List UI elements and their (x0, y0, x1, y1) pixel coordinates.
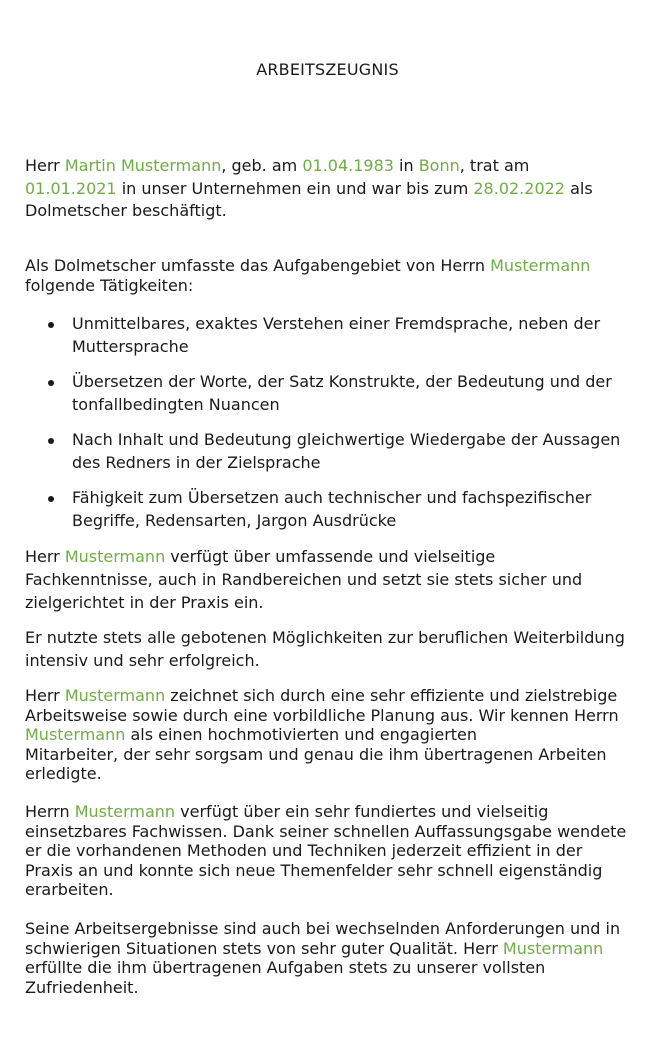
text: zeichnet sich durch eine sehr effiziente und zielstrebige (165, 686, 618, 705)
text: , geb. am (221, 156, 303, 175)
text: Seine Arbeitsergebnisse sind auch bei wechselnden Anforderungen und in (25, 919, 621, 938)
birth-date: 01.04.1983 (302, 156, 394, 175)
text: Praxis an und konnte sich neue Themenfelder sehr schnell eigenständig (25, 860, 603, 880)
text: Herrn (25, 802, 75, 821)
bullet-icon (48, 438, 54, 444)
text: Als Dolmetscher umfasste das Aufgabengebiet von Herrn (25, 256, 491, 275)
bullet-icon (48, 496, 54, 502)
list-item-line: Unmittelbares, exaktes Verstehen einer Fremdsprache, neben der (72, 314, 601, 333)
results-paragraph (25, 919, 631, 997)
list-item-line: Nach Inhalt und Bedeutung gleichwertige Wiedergabe der Aussagen (72, 430, 621, 449)
text: verfügt über ein sehr fundiertes und vielseitig (175, 802, 549, 821)
text: als einen hochmotivierten und engagierten (125, 725, 478, 744)
text: einsetzbares Fachwissen. Dank seiner schnellen Auffassungsgabe wendete (25, 821, 627, 841)
text: in (393, 156, 419, 175)
employee-name: Mustermann (64, 686, 166, 705)
employee-name: Mustermann (490, 256, 591, 275)
text: , trat am (459, 156, 530, 175)
bullet-icon (48, 322, 54, 328)
list-item (25, 429, 631, 474)
bullet-icon (48, 380, 54, 386)
text: Herr (25, 547, 65, 566)
text: verfügt über umfassende und vielseitige (165, 547, 496, 566)
start-date: 01.01.2021 (25, 178, 117, 198)
text: intensiv und sehr erfolgreich. (25, 651, 260, 670)
list-item-line: Muttersprache (72, 336, 189, 356)
text: er die vorhandenen Methoden und Techniken jederzeit effizient in der (25, 841, 583, 860)
text: Fachkenntnisse, auch in Randbereichen und setzt sie stets sicher und (25, 570, 583, 589)
skills-paragraph (25, 545, 631, 614)
document-title: ARBEITSZEUGNIS (256, 60, 399, 79)
employee-name: Mustermann (25, 725, 126, 744)
text: Er nutzte stets alle gebotenen Möglichkeiten zur beruflichen Weiterbildung (25, 628, 625, 647)
task-list (25, 313, 631, 545)
text: erarbeiten. (25, 880, 114, 899)
text: als (564, 178, 593, 198)
text: erfüllte die ihm übertragenen Aufgaben stets zu unserer vollsten (25, 958, 546, 977)
text: Mitarbeiter, der sehr sorgsam und genau die ihm übertragenen Arbeiten (25, 744, 607, 764)
employee-name: Mustermann (64, 547, 166, 566)
end-date: 28.02.2022 (473, 178, 565, 198)
text: Herr (25, 686, 65, 705)
employee-full-name: Martin Mustermann (64, 156, 222, 175)
list-item-line: des Redners in der Zielsprache (72, 452, 321, 472)
text: folgende Tätigkeiten: (25, 276, 194, 295)
list-item (25, 371, 631, 416)
list-item (25, 313, 631, 358)
text: Arbeitsweise sowie durch eine vorbildliche Planung aus. Wir kennen Herrn (25, 705, 619, 725)
list-item-line: tonfallbedingten Nuancen (72, 394, 280, 414)
text: Zufriedenheit. (25, 977, 139, 997)
knowledge-paragraph (25, 802, 631, 900)
text: erledigte. (25, 764, 102, 783)
tasks-intro-paragraph (25, 256, 631, 296)
text: in unser Unternehmen ein und war bis zum (116, 178, 474, 198)
intro-paragraph (25, 155, 631, 223)
text: zielgerichtet in der Praxis ein. (25, 593, 264, 612)
list-item (25, 487, 631, 532)
list-item-line: Begriffe, Redensarten, Jargon Ausdrücke (72, 510, 397, 530)
text: schwierigen Situationen stets von sehr guter Qualität. Herr (25, 938, 503, 958)
work-style-paragraph (25, 686, 631, 784)
birth-place: Bonn (418, 156, 460, 175)
employee-name: Mustermann (74, 802, 176, 821)
training-paragraph (25, 626, 631, 672)
list-item-line: Fähigkeit zum Übersetzen auch technischer und fachspezifischer (72, 488, 592, 507)
text: Dolmetscher beschäftigt. (25, 201, 227, 220)
text: Herr (25, 156, 65, 175)
list-item-line: Übersetzen der Worte, der Satz Konstrukte, der Bedeutung und der (72, 372, 612, 391)
employee-name: Mustermann (502, 938, 604, 958)
